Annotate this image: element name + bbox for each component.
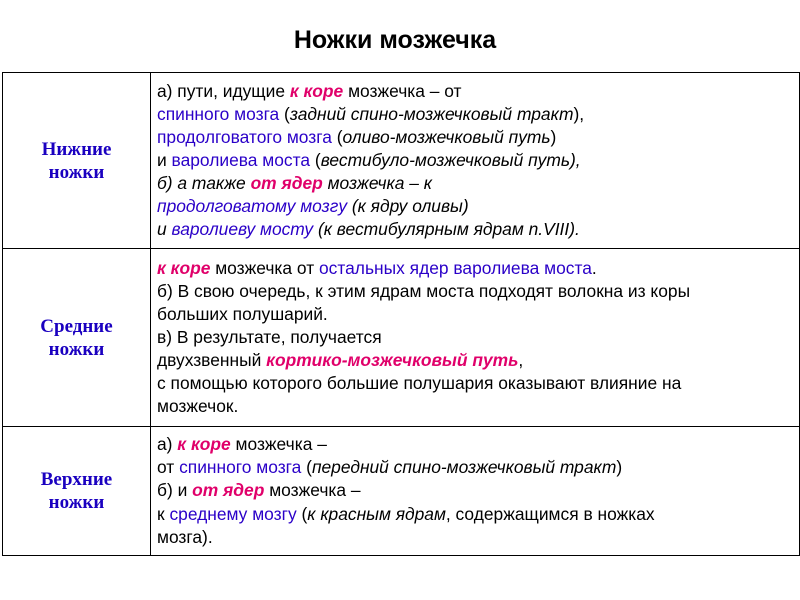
- table-row: [3, 427, 800, 556]
- text-line: продолговатому мозгу (к ядру оливы): [157, 196, 469, 217]
- text-line: мозжечок.: [157, 396, 239, 417]
- text-line: продолговатого мозга (оливо-мозжечковый путь): [157, 126, 557, 147]
- row-heading-line: Нижние: [41, 138, 112, 160]
- text-line: б) а также от ядер мозжечка – к: [157, 173, 432, 194]
- row-description-superior: [151, 427, 800, 556]
- page-title: Ножки мозжечка: [293, 26, 497, 54]
- row-heading-superior: [3, 427, 151, 556]
- row-heading-line: ножки: [48, 338, 105, 360]
- text-line: а) к коре мозжечка –: [157, 434, 327, 455]
- table-row: [3, 73, 800, 249]
- row-heading-line: ножки: [48, 161, 105, 183]
- row-description-middle: [151, 249, 800, 427]
- text-line: спинного мозга (задний спино-мозжечковый тракт),: [157, 103, 585, 124]
- text-line: мозга).: [157, 526, 213, 547]
- row-heading-inferior: [3, 73, 151, 249]
- text-line: в) В результате, получается: [157, 326, 382, 347]
- text-line: от спинного мозга (передний спино-мозжечковый тракт): [157, 457, 623, 478]
- cerebellar-peduncles-table: [2, 72, 800, 556]
- text-line: б) В свою очередь, к этим ядрам моста подходят волокна из коры: [157, 280, 691, 301]
- text-line: к среднему мозгу (к красным ядрам, содержащимся в ножках: [157, 503, 655, 524]
- text-line: б) и от ядер мозжечка –: [157, 480, 361, 501]
- text-line: и варолиеву мосту (к вестибулярным ядрам n.VIII).: [157, 219, 580, 240]
- row-heading-line: Средние: [40, 315, 113, 337]
- text-line: и варолиева моста (вестибуло-мозжечковый путь),: [157, 149, 581, 170]
- text-line: к коре мозжечка от остальных ядер варолиева моста.: [157, 257, 597, 278]
- text-line: двухзвенный кортико-мозжечковый путь,: [157, 350, 524, 371]
- row-heading-line: Верхние: [40, 469, 113, 490]
- text-line: больших полушарий.: [157, 303, 328, 324]
- text-line: а) пути, идущие к коре мозжечка – от: [157, 80, 462, 101]
- row-heading-middle: [3, 249, 151, 427]
- table-row: [3, 249, 800, 427]
- row-description-inferior: [151, 73, 800, 249]
- text-line: с помощью которого большие полушария оказывают влияние на: [157, 373, 682, 394]
- row-heading-line: ножки: [48, 492, 105, 513]
